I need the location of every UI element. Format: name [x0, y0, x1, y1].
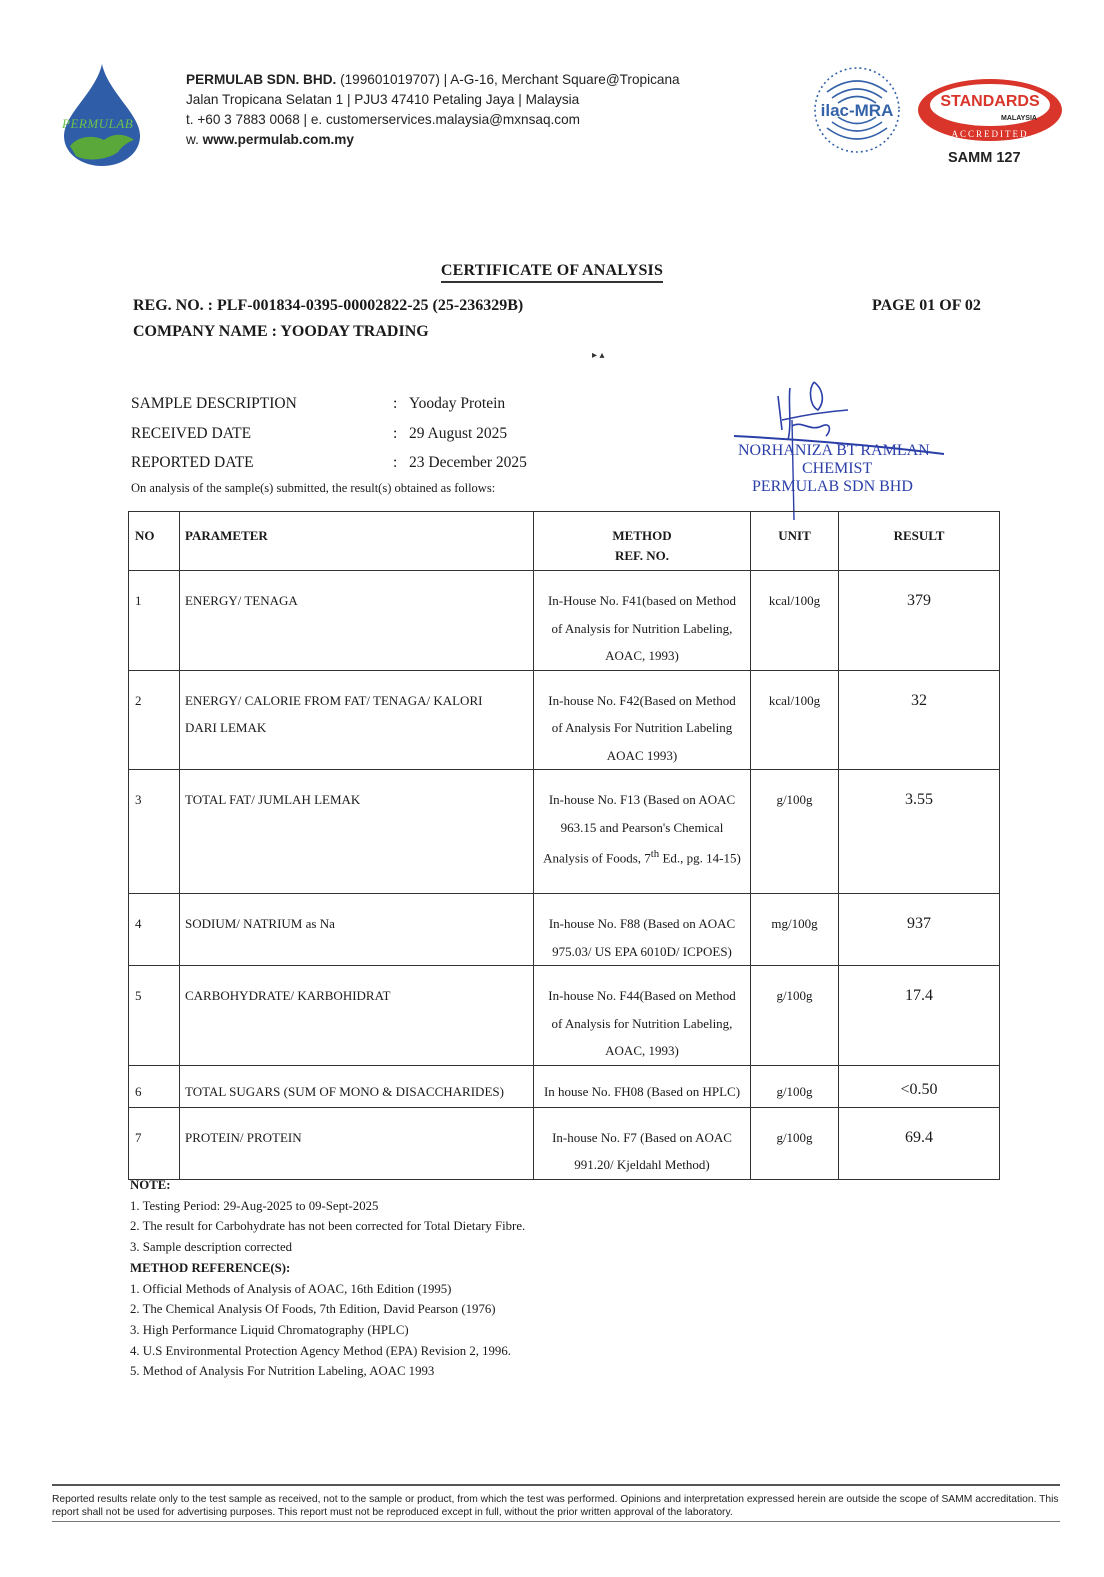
chemist-company: PERMULAB SDN BHD — [752, 478, 913, 495]
note-item: 3. Sample description corrected — [130, 1240, 293, 1255]
ilac-mra-badge — [812, 62, 902, 158]
row-parameter: ENERGY/ TENAGA — [185, 593, 298, 608]
row-result: 379 — [907, 592, 931, 609]
standards-label: STANDARDS — [940, 93, 1040, 110]
row-unit: kcal/100g — [768, 692, 821, 708]
table-row — [129, 966, 1000, 1066]
lab-website-link[interactable]: www.permulab.com.my — [202, 132, 354, 147]
company-address-block — [186, 70, 680, 150]
chemist-signature-stamp — [730, 380, 960, 520]
sample-description-label: SAMPLE DESCRIPTION — [131, 395, 297, 412]
standards-malaysia-badge — [915, 76, 1065, 144]
results-table — [128, 511, 1000, 1180]
sample-description-value: Yooday Protein — [409, 395, 506, 412]
row-parameter: CARBOHYDRATE/ KARBOHIDRAT — [185, 988, 391, 1003]
header-ref-no: REF. NO. — [614, 548, 670, 563]
accredited-label: ACCREDITED — [951, 129, 1029, 139]
note-item: 1. Testing Period: 29-Aug-2025 to 09-Sept-2025 — [130, 1198, 379, 1213]
table-row — [129, 670, 1000, 770]
lab-company-name: PERMULAB SDN. BHD. — [186, 72, 337, 87]
sample-description-row: SAMPLE DESCRIPTION : Yooday Protein — [131, 395, 506, 412]
lab-contact-line: t. +60 3 7883 0068 | e. customerservices.malaysia@mxnsaq.com — [186, 112, 580, 127]
method-reference-heading: METHOD REFERENCE(S): — [130, 1260, 291, 1275]
row-parameter: TOTAL FAT/ JUMLAH LEMAK — [185, 792, 361, 807]
row-no: 5 — [135, 988, 142, 1003]
reported-date-value: 23 December 2025 — [409, 454, 527, 471]
scan-specks: ▸ ▴ — [592, 350, 605, 361]
chemist-title: CHEMIST — [802, 460, 873, 477]
header-no: NO — [135, 528, 155, 543]
row-result: 32 — [911, 691, 927, 709]
table-row — [129, 571, 1000, 671]
reported-date-row: REPORTED DATE : 23 December 2025 — [131, 454, 527, 471]
row-parameter: PROTEIN/ PROTEIN — [185, 1129, 302, 1145]
method-reference-item: 5. Method of Analysis For Nutrition Labeling, AOAC 1993 — [130, 1364, 435, 1379]
received-date-row: RECEIVED DATE : 29 August 2025 — [131, 425, 508, 442]
lab-address-line: Jalan Tropicana Selatan 1 | PJU3 47410 Petaling Jaya | Malaysia — [186, 92, 580, 107]
row-parameter: SODIUM/ NATRIUM as Na — [185, 916, 335, 931]
table-row — [129, 1065, 1000, 1107]
customer-company-name: COMPANY NAME : YOODAY TRADING — [133, 323, 429, 340]
samm-number: SAMM 127 — [948, 150, 1021, 166]
received-date-label: RECEIVED DATE — [131, 425, 252, 442]
row-result: 17.4 — [905, 987, 933, 1004]
table-row — [129, 770, 1000, 894]
row-result: <0.50 — [900, 1080, 938, 1098]
row-result: 937 — [907, 915, 931, 932]
method-reference-item: 4. U.S Environmental Protection Agency Method (EPA) Revision 2, 1996. — [130, 1343, 511, 1358]
footer-divider — [52, 1484, 1060, 1486]
row-unit: g/100g — [776, 988, 813, 1003]
row-result: 3.55 — [905, 791, 933, 808]
row-method: In-house No. F13 (Based on AOAC 963.15 and Pearson's Chemical Analysis of Foods, 7th Ed., pg. 14-15) — [543, 792, 741, 866]
notes-heading: NOTE: — [130, 1178, 171, 1192]
row-unit: g/100g — [776, 792, 813, 807]
row-method: In house No. FH08 (Based on HPLC) — [543, 1083, 741, 1099]
header-parameter: PARAMETER — [185, 528, 268, 543]
table-header-row — [129, 512, 1000, 571]
analysis-intro-text: On analysis of the sample(s) submitted, the result(s) obtained as follows: — [131, 481, 496, 495]
method-reference-item: 1. Official Methods of Analysis of AOAC, 16th Edition (1995) — [130, 1281, 452, 1296]
registration-number: REG. NO. : PLF-001834-0395-00002822-25 (25-236329B) — [133, 297, 524, 314]
row-no: 1 — [135, 593, 142, 608]
received-date-value: 29 August 2025 — [409, 425, 508, 442]
permulab-logo — [52, 62, 152, 168]
row-method: In-house No. F88 (Based on AOAC 975.03/ US EPA 6010D/ ICPOES) — [548, 916, 736, 959]
header-result: RESULT — [893, 528, 945, 543]
row-unit: mg/100g — [771, 916, 818, 931]
row-result: 69.4 — [905, 1128, 933, 1146]
page-number: PAGE 01 OF 02 — [872, 297, 981, 314]
row-method: In-House No. F41(based on Method of Analysis for Nutrition Labeling, AOAC, 1993) — [547, 593, 737, 663]
method-reference-item: 3. High Performance Liquid Chromatography (HPLC) — [130, 1322, 409, 1337]
method-reference-item: 2. The Chemical Analysis Of Foods, 7th Edition, David Pearson (1976) — [130, 1302, 496, 1317]
header-method: METHOD — [612, 528, 672, 543]
header-unit: UNIT — [778, 528, 811, 543]
row-no: 7 — [135, 1129, 142, 1145]
row-no: 2 — [135, 692, 142, 708]
row-unit: kcal/100g — [768, 593, 821, 608]
row-parameter: TOTAL SUGARS (SUM OF MONO & DISACCHARIDES) — [185, 1083, 504, 1099]
row-no: 4 — [135, 916, 142, 931]
chemist-name: NORHANIZA BT RAMLAN — [738, 442, 930, 459]
footer-disclaimer: Reported results relate only to the test sample as received, not to the sample or product, from which the test was performed. Opinions and interpretation expressed herein are outside the scope of SAMM accreditation. This report shall not be used for advertising purposes. This report must not be reproduced except in full, without the prior written approval of the laboratory. — [52, 1494, 1059, 1518]
footer-bottom-rule — [52, 1521, 1060, 1522]
svg-text:PERMULAB: PERMULAB — [62, 116, 134, 131]
row-parameter: ENERGY/ CALORIE FROM FAT/ TENAGA/ KALORI DARI LEMAK — [185, 692, 483, 735]
notes-section — [130, 1175, 525, 1382]
table-row — [129, 1107, 1000, 1179]
reported-date-label: REPORTED DATE — [131, 454, 254, 471]
standards-sub-label: MALAYSIA — [1001, 115, 1037, 122]
lab-company-reg: (199601019707) | A-G-16, Merchant Square@Tropicana — [340, 72, 680, 87]
row-unit: g/100g — [776, 1129, 813, 1145]
table-row — [129, 894, 1000, 966]
row-method: In-house No. F44(Based on Method of Analysis for Nutrition Labeling, AOAC, 1993) — [548, 988, 736, 1058]
web-prefix: w. — [186, 132, 199, 147]
note-item: 2. The result for Carbohydrate has not been corrected for Total Dietary Fibre. — [130, 1219, 526, 1234]
row-no: 3 — [135, 792, 142, 807]
row-method: In-house No. F42(Based on Method of Analysis For Nutrition Labeling AOAC 1993) — [548, 692, 736, 763]
row-unit: g/100g — [776, 1083, 813, 1099]
row-method: In-house No. F7 (Based on AOAC 991.20/ Kjeldahl Method) — [552, 1129, 732, 1172]
document-title: CERTIFICATE OF ANALYSIS — [0, 262, 1104, 280]
ilac-label: ilac-MRA — [820, 101, 894, 120]
row-no: 6 — [135, 1083, 142, 1099]
